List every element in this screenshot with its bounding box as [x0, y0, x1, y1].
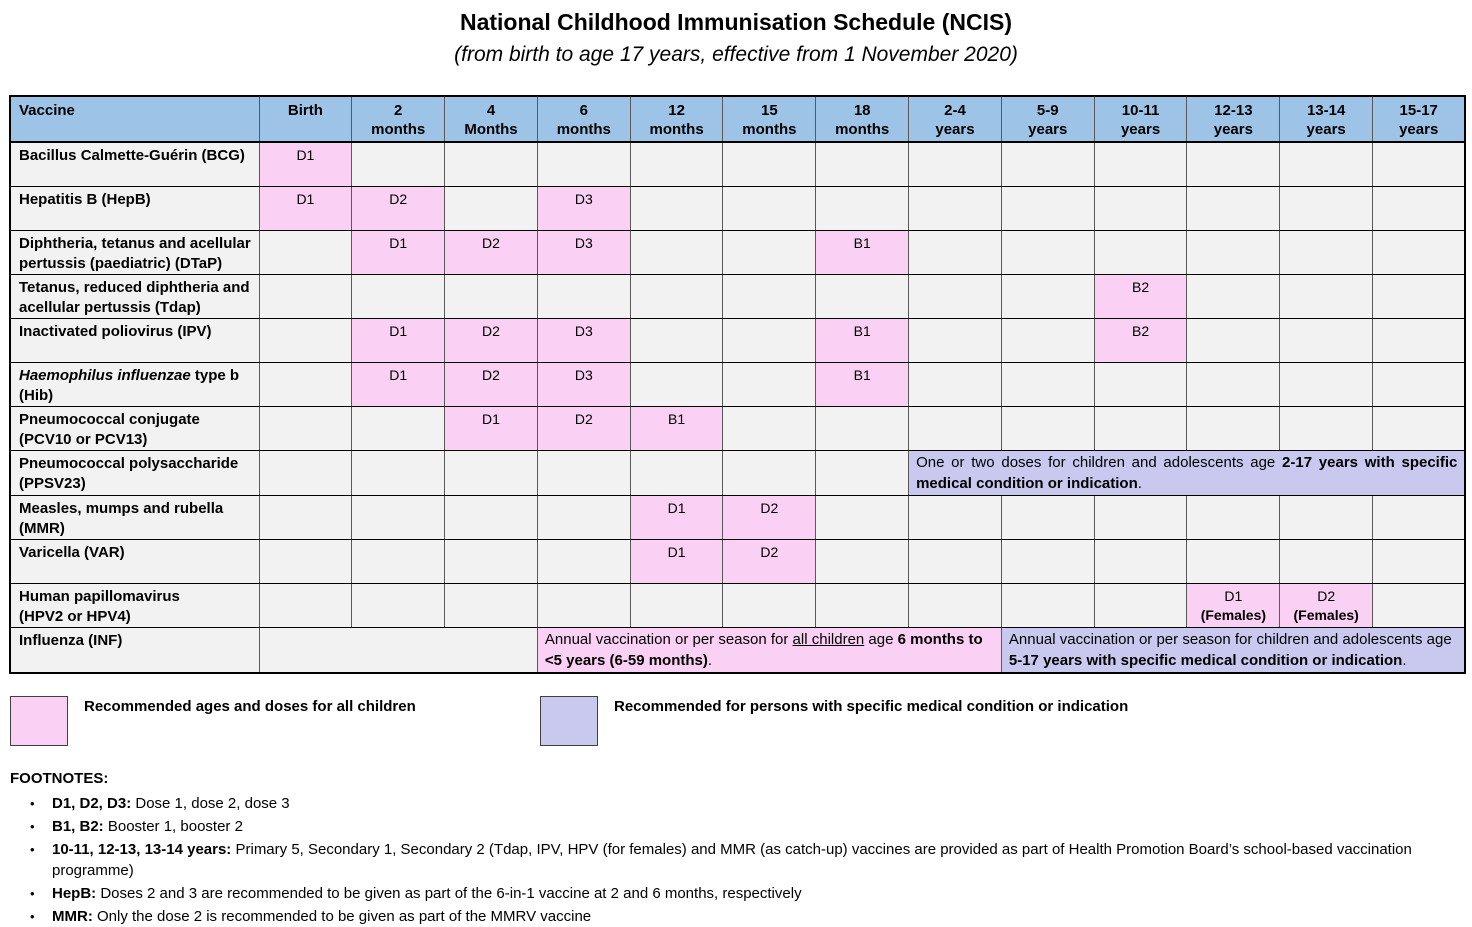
empty-cell — [1187, 186, 1280, 230]
dose-cell: D2 (Females) — [1280, 583, 1373, 627]
age-column-header: 18 months — [816, 96, 909, 142]
row-bcg — [10, 142, 1465, 186]
row-ipv — [10, 318, 1465, 362]
empty-cell — [537, 583, 630, 627]
dose-cell: D1 (Females) — [1187, 583, 1280, 627]
dose-cell: D1 — [259, 186, 352, 230]
empty-cell — [445, 142, 538, 186]
empty-cell — [816, 539, 909, 583]
page-title: National Childhood Immunisation Schedule (NCIS) — [459, 9, 1012, 35]
empty-cell — [909, 186, 1002, 230]
empty-cell — [1187, 362, 1280, 406]
empty-cell — [1094, 495, 1187, 539]
empty-cell — [1280, 539, 1373, 583]
empty-cell — [630, 230, 723, 274]
dose-cell: D2 — [537, 406, 630, 450]
empty-cell — [1373, 230, 1466, 274]
empty-cell — [1001, 539, 1094, 583]
empty-cell — [723, 362, 816, 406]
footnote-text: HepB: Doses 2 and 3 are recommended to be given as part of the 6-in-1 vaccine at 2 and 6 months, respectively — [52, 884, 802, 902]
empty-cell — [259, 362, 352, 406]
row-hpv — [10, 583, 1465, 627]
vaccine-column-header: Vaccine — [10, 96, 259, 142]
bullet-icon: • — [30, 795, 35, 811]
age-column-header: 5-9 years — [1001, 96, 1094, 142]
empty-cell — [909, 495, 1002, 539]
empty-cell — [445, 539, 538, 583]
dose-cell: D2 — [723, 539, 816, 583]
empty-cell — [1187, 406, 1280, 450]
empty-cell — [259, 627, 537, 673]
empty-cell — [259, 274, 352, 318]
empty-cell — [352, 539, 445, 583]
empty-cell — [816, 583, 909, 627]
vaccine-name: Measles, mumps and rubella (MMR) — [10, 495, 259, 539]
dose-cell: D1 — [630, 495, 723, 539]
age-column-header: 13-14 years — [1280, 96, 1373, 142]
dose-cell: D1 — [352, 362, 445, 406]
note-cell: One or two doses for children and adolescents age 2-17 years with specific medical condition or indication. — [909, 450, 1466, 495]
empty-cell — [1001, 406, 1094, 450]
empty-cell — [1187, 230, 1280, 274]
empty-cell — [1094, 583, 1187, 627]
empty-cell — [1094, 230, 1187, 274]
vaccine-name: Hepatitis B (HepB) — [10, 186, 259, 230]
empty-cell — [259, 450, 352, 495]
empty-cell — [352, 450, 445, 495]
empty-cell — [630, 583, 723, 627]
empty-cell — [1187, 539, 1280, 583]
row-ppsv23 — [10, 450, 1465, 495]
legend-item-medical-condition — [540, 696, 1128, 746]
vaccine-name: Varicella (VAR) — [10, 539, 259, 583]
empty-cell — [537, 274, 630, 318]
dose-cell: D2 — [445, 362, 538, 406]
empty-cell — [352, 142, 445, 186]
empty-cell — [1001, 495, 1094, 539]
empty-cell — [1373, 583, 1466, 627]
dose-cell: B1 — [630, 406, 723, 450]
row-inf — [10, 627, 1465, 673]
legend-label: Recommended for persons with specific medical condition or indication — [614, 697, 1129, 715]
empty-cell — [1094, 142, 1187, 186]
footnote-text: D1, D2, D3: Dose 1, dose 2, dose 3 — [52, 794, 290, 812]
immunisation-schedule-table — [9, 95, 1466, 674]
empty-cell — [723, 230, 816, 274]
empty-cell — [1280, 406, 1373, 450]
dose-cell: D2 — [723, 495, 816, 539]
empty-cell — [1094, 186, 1187, 230]
empty-cell — [1187, 318, 1280, 362]
lavender-swatch — [540, 696, 598, 746]
empty-cell — [909, 539, 1002, 583]
age-column-header: 6 months — [537, 96, 630, 142]
age-column-header: 10-11 years — [1094, 96, 1187, 142]
vaccine-name: Human papillomavirus (HPV2 or HPV4) — [10, 583, 259, 627]
empty-cell — [537, 495, 630, 539]
dose-cell: D3 — [537, 186, 630, 230]
empty-cell — [352, 495, 445, 539]
dose-cell: D2 — [352, 186, 445, 230]
empty-cell — [1001, 186, 1094, 230]
empty-cell — [1373, 362, 1466, 406]
footnote-text: B1, B2: Booster 1, booster 2 — [52, 817, 243, 835]
empty-cell — [1094, 539, 1187, 583]
row-tdap — [10, 274, 1465, 318]
empty-cell — [1280, 362, 1373, 406]
empty-cell — [1280, 142, 1373, 186]
age-column-header: 12-13 years — [1187, 96, 1280, 142]
age-column-header: 2 months — [352, 96, 445, 142]
dose-cell: B1 — [816, 362, 909, 406]
empty-cell — [1373, 495, 1466, 539]
empty-cell — [723, 406, 816, 450]
empty-cell — [1001, 583, 1094, 627]
dose-cell: D3 — [537, 318, 630, 362]
empty-cell — [909, 274, 1002, 318]
vaccine-name: Bacillus Calmette-Guérin (BCG) — [10, 142, 259, 186]
empty-cell — [352, 406, 445, 450]
empty-cell — [630, 450, 723, 495]
empty-cell — [259, 406, 352, 450]
empty-cell — [1280, 186, 1373, 230]
vaccine-name: Pneumococcal polysaccharide (PPSV23) — [10, 450, 259, 495]
table-header-row — [10, 96, 1465, 142]
empty-cell — [723, 450, 816, 495]
age-column-header: 15 months — [723, 96, 816, 142]
dose-cell: B1 — [816, 318, 909, 362]
dose-cell: B2 — [1094, 274, 1187, 318]
row-dtap — [10, 230, 1465, 274]
empty-cell — [259, 583, 352, 627]
footnote-doses — [10, 793, 1462, 814]
empty-cell — [909, 142, 1002, 186]
dose-cell: D3 — [537, 230, 630, 274]
empty-cell — [909, 362, 1002, 406]
empty-cell — [445, 495, 538, 539]
empty-cell — [445, 274, 538, 318]
dose-cell: D3 — [537, 362, 630, 406]
empty-cell — [1001, 274, 1094, 318]
empty-cell — [1094, 406, 1187, 450]
vaccine-name: Pneumococcal conjugate (PCV10 or PCV13) — [10, 406, 259, 450]
dose-cell: D2 — [445, 230, 538, 274]
row-hib — [10, 362, 1465, 406]
empty-cell — [259, 318, 352, 362]
footnotes-heading: FOOTNOTES: — [10, 769, 109, 787]
empty-cell — [1280, 274, 1373, 318]
empty-cell — [1280, 495, 1373, 539]
empty-cell — [816, 186, 909, 230]
footnotes — [10, 770, 1462, 927]
empty-cell — [1373, 318, 1466, 362]
empty-cell — [1280, 230, 1373, 274]
empty-cell — [816, 495, 909, 539]
title-block — [0, 0, 1472, 95]
dose-cell: B2 — [1094, 318, 1187, 362]
dose-cell: D1 — [352, 318, 445, 362]
footnote-boosters — [10, 816, 1462, 837]
empty-cell — [723, 186, 816, 230]
bullet-icon: • — [30, 818, 35, 834]
note-cell: Annual vaccination or per season for all children age 6 months to <5 years (6-59 months). — [537, 627, 1001, 673]
vaccine-name: Influenza (INF) — [10, 627, 259, 673]
empty-cell — [1373, 186, 1466, 230]
dose-cell: D1 — [630, 539, 723, 583]
empty-cell — [1001, 318, 1094, 362]
empty-cell — [816, 274, 909, 318]
empty-cell — [537, 142, 630, 186]
empty-cell — [1373, 142, 1466, 186]
empty-cell — [909, 318, 1002, 362]
empty-cell — [909, 230, 1002, 274]
empty-cell — [445, 450, 538, 495]
dose-cell: B1 — [816, 230, 909, 274]
empty-cell — [630, 142, 723, 186]
empty-cell — [352, 583, 445, 627]
age-column-header: 12 months — [630, 96, 723, 142]
empty-cell — [259, 495, 352, 539]
vaccine-name: Tetanus, reduced diphtheria and acellular pertussis (Tdap) — [10, 274, 259, 318]
page-subtitle: (from birth to age 17 years, effective from 1 November 2020) — [454, 43, 1018, 66]
empty-cell — [630, 318, 723, 362]
empty-cell — [723, 318, 816, 362]
empty-cell — [1280, 318, 1373, 362]
dose-cell: D1 — [352, 230, 445, 274]
empty-cell — [723, 274, 816, 318]
footnote-mmr — [10, 906, 1462, 927]
footnote-hepb — [10, 883, 1462, 904]
empty-cell — [816, 406, 909, 450]
vaccine-name: Diphtheria, tetanus and acellular pertussis (paediatric) (DTaP) — [10, 230, 259, 274]
footnote-text: MMR: Only the dose 2 is recommended to be given as part of the MMRV vaccine — [52, 907, 592, 925]
row-hepb — [10, 186, 1465, 230]
row-pcv — [10, 406, 1465, 450]
dose-cell: D1 — [259, 142, 352, 186]
empty-cell — [1001, 142, 1094, 186]
empty-cell — [537, 450, 630, 495]
empty-cell — [445, 583, 538, 627]
note-cell: Annual vaccination or per season for children and adolescents age 5-17 years with specific medical condition or indication. — [1001, 627, 1465, 673]
empty-cell — [259, 539, 352, 583]
age-column-header: 2-4 years — [909, 96, 1002, 142]
empty-cell — [1373, 539, 1466, 583]
empty-cell — [816, 142, 909, 186]
row-mmr — [10, 495, 1465, 539]
age-column-header: 15-17 years — [1373, 96, 1466, 142]
legend-item-all-children — [10, 696, 416, 746]
empty-cell — [1001, 362, 1094, 406]
empty-cell — [1373, 406, 1466, 450]
bullet-icon: • — [30, 841, 35, 857]
empty-cell — [445, 186, 538, 230]
vaccine-name: Inactivated poliovirus (IPV) — [10, 318, 259, 362]
empty-cell — [537, 539, 630, 583]
empty-cell — [723, 142, 816, 186]
empty-cell — [1187, 142, 1280, 186]
empty-cell — [630, 274, 723, 318]
empty-cell — [630, 362, 723, 406]
empty-cell — [816, 450, 909, 495]
footnote-school-programme — [10, 839, 1462, 881]
pink-swatch — [10, 696, 68, 746]
dose-cell: D1 — [445, 406, 538, 450]
dose-cell: D2 — [445, 318, 538, 362]
empty-cell — [1187, 274, 1280, 318]
vaccine-name: Haemophilus influenzae type b (Hib) — [10, 362, 259, 406]
bullet-icon: • — [30, 885, 35, 901]
footnote-text: 10-11, 12-13, 13-14 years: Primary 5, Secondary 1, Secondary 2 (Tdap, IPV, HPV (for females) and MMR (as catch-up) vaccines are provided as part of Health Promotion Board’s school-based vaccination programme) — [52, 840, 1412, 879]
empty-cell — [352, 274, 445, 318]
legend — [0, 696, 1472, 748]
empty-cell — [630, 186, 723, 230]
legend-label: Recommended ages and doses for all children — [84, 697, 416, 715]
empty-cell — [723, 583, 816, 627]
empty-cell — [1094, 362, 1187, 406]
bullet-icon: • — [30, 908, 35, 924]
empty-cell — [909, 583, 1002, 627]
empty-cell — [1001, 230, 1094, 274]
age-column-header: 4 Months — [445, 96, 538, 142]
empty-cell — [909, 406, 1002, 450]
empty-cell — [1187, 495, 1280, 539]
row-var — [10, 539, 1465, 583]
age-column-header: Birth — [259, 96, 352, 142]
empty-cell — [259, 230, 352, 274]
empty-cell — [1373, 274, 1466, 318]
